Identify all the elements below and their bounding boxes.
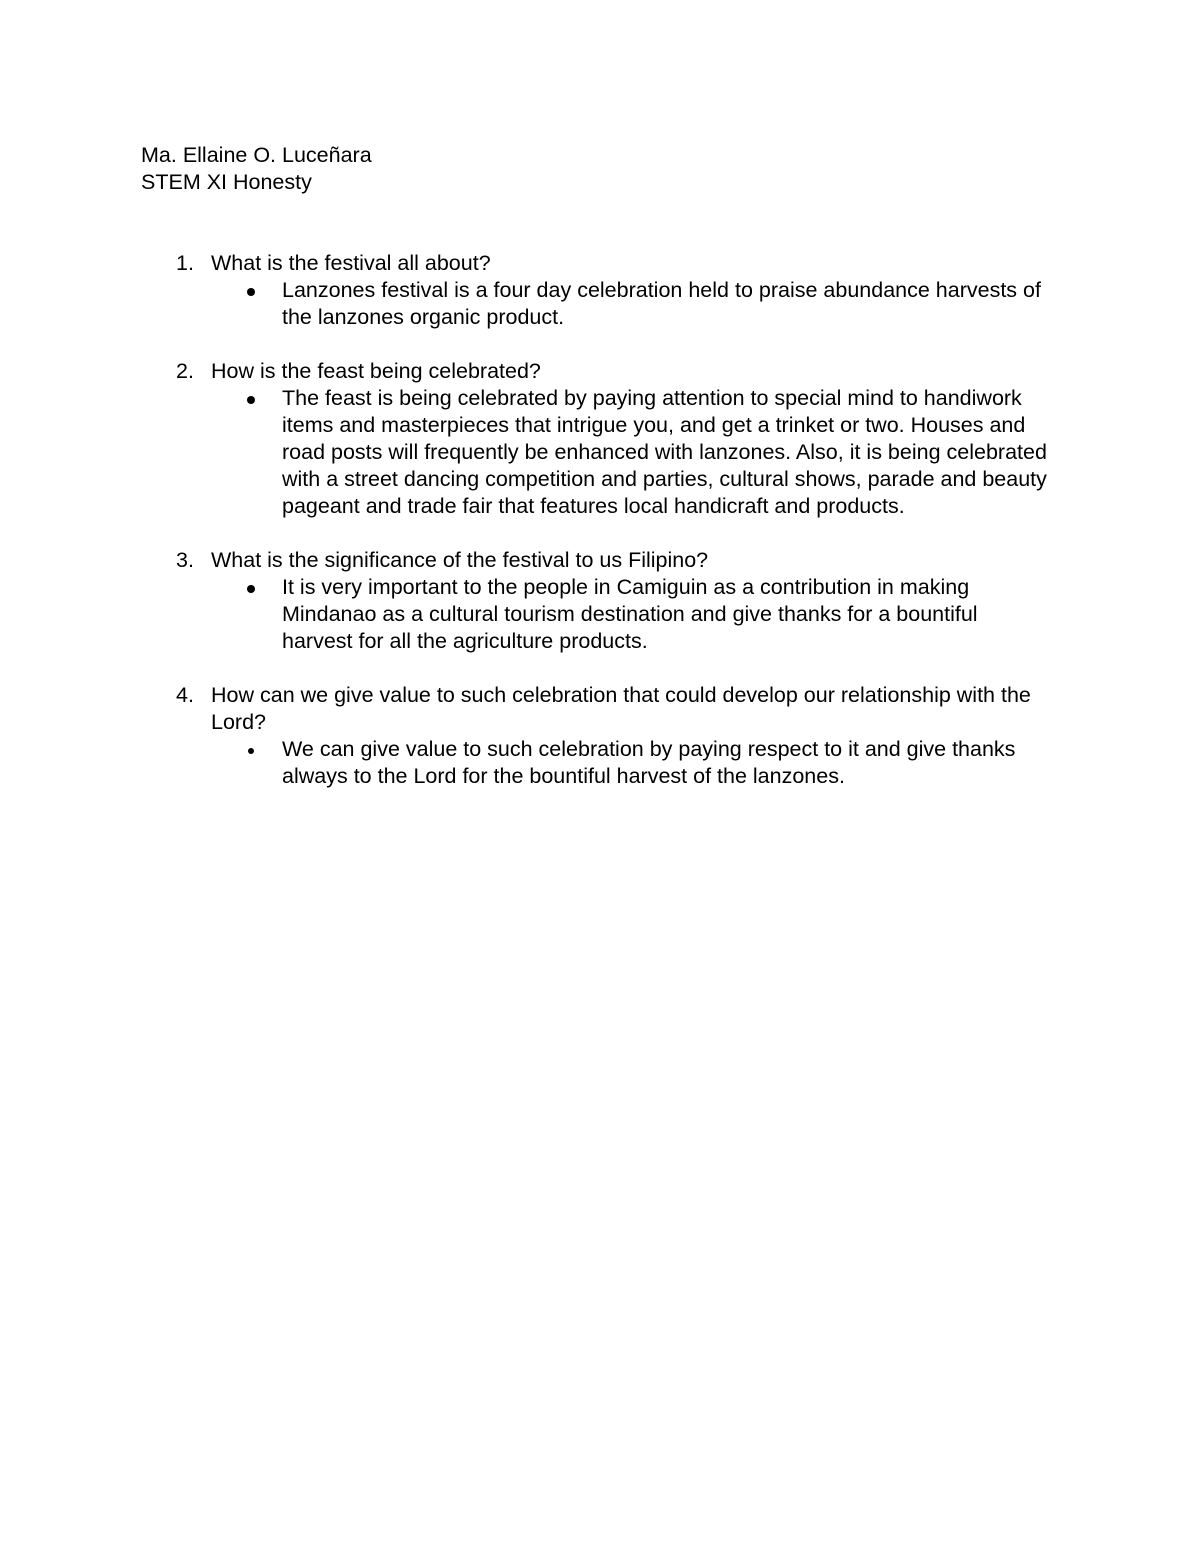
question-text: How can we give value to such celebration that could develop our relationship with the Lord? (211, 683, 1031, 734)
answer-text: The feast is being celebrated by paying attention to special mind to handiwork items and masterpieces that intrigue you, and get a trinket or two. Houses and road posts will frequently be enhanced with lanzones. Also, it is being celebrated with a street dancing competition and parties, cultural shows, parade and beauty pageant and trade fair that features local handicraft and products. (282, 386, 1047, 518)
question-text: How is the feast being celebrated? (211, 359, 541, 383)
answer-list (0, 736, 1200, 790)
answer-list (0, 385, 1200, 520)
answer-item (0, 736, 1200, 790)
question-number: 4. (176, 683, 194, 707)
question-item-2 (0, 358, 1200, 520)
answer-list (0, 277, 1200, 331)
author-name: Ma. Ellaine O. Luceñara (141, 143, 372, 167)
answer-item (0, 385, 1200, 520)
question-item-3 (0, 547, 1200, 655)
answer-item (0, 574, 1200, 655)
answer-text: Lanzones festival is a four day celebration held to praise abundance harvests of the lanzones organic product. (282, 278, 1041, 329)
answer-item (0, 277, 1200, 331)
bullet-icon (248, 748, 254, 754)
question-text: What is the significance of the festival to us Filipino? (211, 548, 709, 572)
bullet-icon (247, 396, 255, 404)
answer-text: It is very important to the people in Camiguin as a contribution in making Mindanao as a cultural tourism destination and give thanks for a bountiful harvest for all the agriculture products. (282, 575, 978, 653)
question-list (0, 250, 1200, 817)
question-item-1 (0, 250, 1200, 331)
question-number: 2. (176, 359, 194, 383)
question-number: 3. (176, 548, 194, 572)
question-number: 1. (176, 251, 194, 275)
bullet-icon (247, 288, 255, 296)
question-text: What is the festival all about? (211, 251, 491, 275)
answer-text: We can give value to such celebration by paying respect to it and give thanks always to the Lord for the bountiful harvest of the lanzones. (282, 737, 1016, 788)
bullet-icon (247, 585, 255, 593)
document-header (141, 142, 372, 196)
question-item-4 (0, 682, 1200, 790)
class-section: STEM XI Honesty (141, 170, 312, 194)
answer-list (0, 574, 1200, 655)
